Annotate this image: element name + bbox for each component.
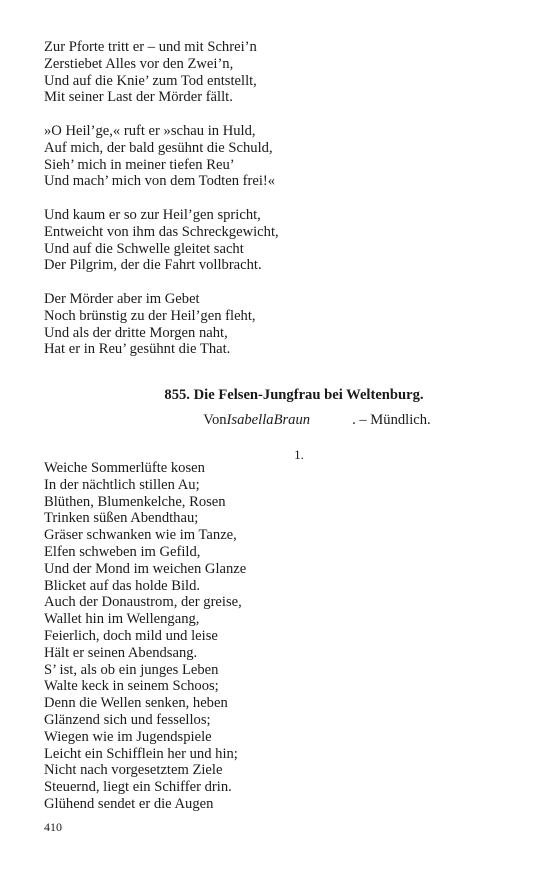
verse-block: [44, 39, 514, 375]
byline-suffix: . – Mündlich.: [352, 412, 431, 428]
author-name: IsabellaBraun: [226, 412, 311, 428]
poem-line: Weiche Sommerlüfte kosen: [44, 460, 205, 476]
poem-line: Feierlich, doch mild und leise: [44, 627, 218, 644]
byline-prefix: Von: [203, 412, 227, 428]
verse-line: Und kaum er so zur Heil’gen spricht,: [44, 206, 261, 223]
verse-line: Und als der dritte Morgen naht,: [44, 324, 228, 341]
poem-line: In der nächtlich stillen Au;: [44, 476, 200, 493]
poem-line: Blüthen, Blumenkelche, Rosen: [44, 493, 226, 510]
poem-line: Hält er seinen Abendsang.: [44, 644, 198, 661]
verse-line: Und mach’ mich von dem Todten frei!«: [44, 173, 276, 190]
poem-line: Glühend sendet er die Augen: [44, 795, 214, 812]
byline: [0, 412, 550, 429]
verse-line: Sieh’ mich in meiner tiefen Reu’: [44, 156, 235, 173]
stanza-3: [44, 207, 514, 274]
poem-line: Nicht nach vorgesetztem Ziele: [44, 762, 223, 779]
poem-line: Elfen schweben im Gefild,: [44, 543, 201, 560]
verse-line: Entweicht von ihm das Schreckgewicht,: [44, 223, 279, 240]
verse-line: Auf mich, der bald gesühnt die Schuld,: [44, 139, 273, 156]
section-heading-text: 855. Die Felsen-Jungfrau bei Weltenburg.: [164, 387, 424, 403]
poem-line: Trinken süßen Abendthau;: [44, 510, 199, 527]
verse-line: Mit seiner Last der Mörder fällt.: [44, 89, 233, 106]
poem-line: Gräser schwanken wie im Tanze,: [44, 527, 237, 544]
verse-line: Und auf die Knie’ zum Tod entstellt,: [44, 72, 257, 89]
part-number-text: 1.: [294, 447, 304, 462]
verse-line: Noch brünstig zu der Heil’gen fleht,: [44, 307, 256, 324]
stanza-2: [44, 123, 514, 190]
poem-line: Blicket auf das holde Bild.: [44, 577, 201, 594]
poem-line: Walte keck in seinem Schoos;: [44, 678, 219, 695]
poem-line: Und der Mond im weichen Glanze: [44, 560, 247, 577]
poem-line: Denn die Wellen senken, heben: [44, 695, 228, 712]
page-number: 410: [44, 820, 62, 834]
section-heading: [0, 387, 550, 404]
verse-line: Der Mörder aber im Gebet: [44, 290, 200, 307]
verse-line: Zur Pforte tritt er – und mit Schrei’n: [44, 39, 257, 55]
stanza-1: [44, 39, 514, 106]
verse-line: Hat er in Reu’ gesühnt die That.: [44, 341, 231, 358]
poem-line: Wallet hin im Wellengang,: [44, 611, 200, 628]
poem-line: S’ ist, als ob ein junges Leben: [44, 661, 219, 678]
verse-line: Der Pilgrim, der die Fahrt vollbracht.: [44, 257, 262, 274]
poem-line: Steuernd, liegt ein Schiffer drin.: [44, 779, 232, 796]
verse-line: Zerstiebet Alles vor den Zwei’n,: [44, 55, 234, 72]
poem-line: Auch der Donaustrom, der greise,: [44, 594, 242, 611]
stanza-4: [44, 291, 514, 358]
poem-body: [44, 460, 246, 813]
poem-line: Leicht ein Schifflein her und hin;: [44, 745, 238, 762]
verse-line: »O Heil’ge,« ruft er »schau in Huld,: [44, 122, 256, 139]
poem-line: Wiegen wie im Jugendspiele: [44, 728, 212, 745]
verse-line: Und auf die Schwelle gleitet sacht: [44, 240, 244, 257]
poem-line: Glänzend sich und fessellos;: [44, 711, 211, 728]
